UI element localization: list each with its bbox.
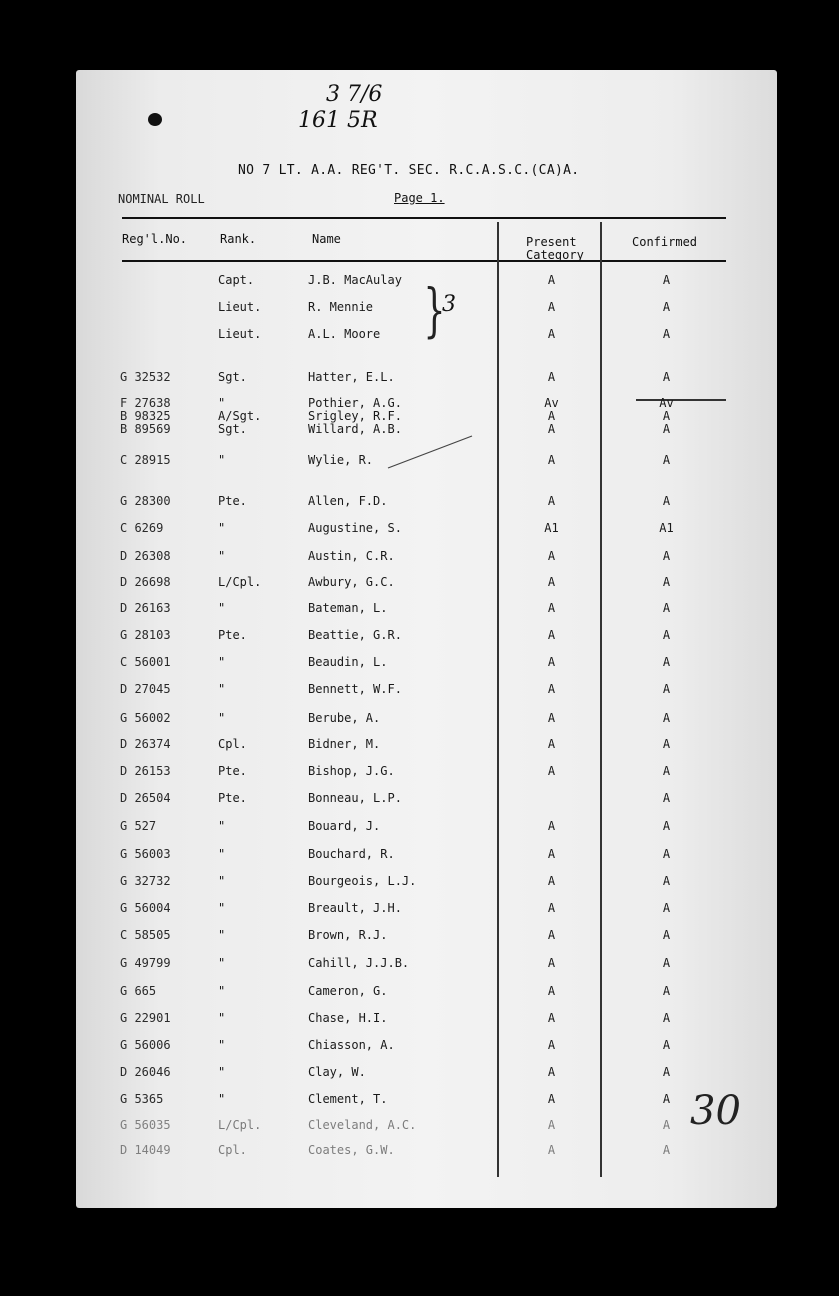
handwritten-file-number: 3 7/6	[326, 82, 383, 107]
table-row	[76, 327, 777, 341]
reg-no-cell: F 27638	[120, 396, 171, 410]
name-cell: Clay, W.	[308, 1065, 366, 1079]
column-header-rank: Rank.	[220, 232, 257, 246]
table-row	[76, 655, 777, 669]
column-header-present: Present	[526, 235, 577, 249]
confirmed-cell: A	[662, 327, 671, 341]
confirmed-cell: A	[662, 628, 671, 642]
table-row	[76, 847, 777, 861]
name-cell: Beattie, G.R.	[308, 628, 402, 642]
rank-cell: "	[218, 1092, 226, 1106]
confirmed-cell: A	[662, 1118, 671, 1132]
reg-no-cell: G 32732	[120, 874, 171, 888]
confirmed-cell: A	[662, 300, 671, 314]
present-category-cell: A	[547, 655, 556, 669]
present-category-cell: A	[547, 575, 556, 589]
name-cell: Coates, G.W.	[308, 1143, 395, 1157]
name-cell: Bateman, L.	[308, 601, 388, 615]
reg-no-cell: G 665	[120, 984, 157, 998]
rank-cell: "	[218, 655, 226, 669]
confirmed-cell: A	[662, 819, 671, 833]
reg-no-cell: G 56003	[120, 847, 171, 861]
confirmed-cell: A	[662, 549, 671, 563]
confirmed-cell: A	[662, 1092, 671, 1106]
table-row	[76, 409, 777, 423]
table-row	[76, 928, 777, 942]
table-row	[76, 984, 777, 998]
name-cell: Allen, F.D.	[308, 494, 388, 508]
table-row	[76, 956, 777, 970]
present-category-cell: A	[547, 628, 556, 642]
rank-cell: "	[218, 549, 226, 563]
rank-cell: "	[218, 396, 226, 410]
reg-no-cell: D 27045	[120, 682, 171, 696]
confirmed-cell: A	[662, 928, 671, 942]
present-category-cell: A	[547, 300, 556, 314]
reg-no-cell: D 26374	[120, 737, 171, 751]
name-cell: Cahill, J.J.B.	[308, 956, 410, 970]
present-category-cell: A	[547, 764, 556, 778]
name-cell: A.L. Moore	[308, 327, 381, 341]
name-cell: Willard, A.B.	[308, 422, 402, 436]
rank-cell: L/Cpl.	[218, 1118, 262, 1132]
column-header-name: Name	[312, 232, 341, 246]
column-header-reg-no: Reg'l.No.	[122, 232, 188, 246]
rank-cell: "	[218, 984, 226, 998]
column-header-confirmed: Confirmed	[632, 235, 698, 249]
confirmed-cell: A	[662, 273, 671, 287]
table-row	[76, 628, 777, 642]
present-category-cell: A	[547, 1038, 556, 1052]
rank-cell: "	[218, 874, 226, 888]
name-cell: Bennett, W.F.	[308, 682, 402, 696]
column-header-category: Category	[526, 248, 584, 262]
confirmed-cell: A	[662, 1038, 671, 1052]
confirmed-cell: A	[662, 791, 671, 805]
confirmed-cell: A	[662, 984, 671, 998]
reg-no-cell: G 527	[120, 819, 157, 833]
header-top-rule	[122, 217, 726, 219]
handwritten-file-number-2: 161 5R	[298, 108, 378, 133]
name-cell: Augustine, S.	[308, 521, 402, 535]
rank-cell: "	[218, 901, 226, 915]
table-row	[76, 1038, 777, 1052]
rank-cell: "	[218, 453, 226, 467]
confirmed-cell: A	[662, 1065, 671, 1079]
reg-no-cell: G 22901	[120, 1011, 171, 1025]
name-cell: Austin, C.R.	[308, 549, 395, 563]
name-cell: Hatter, E.L.	[308, 370, 395, 384]
officers-brace: }	[423, 276, 446, 344]
name-cell: Clement, T.	[308, 1092, 388, 1106]
reg-no-cell: D 26504	[120, 791, 171, 805]
table-row	[76, 819, 777, 833]
table-row	[76, 549, 777, 563]
table-row	[76, 300, 777, 314]
confirmed-cell: A1	[659, 521, 674, 535]
rank-cell: Lieut.	[218, 300, 262, 314]
name-cell: Bonneau, L.P.	[308, 791, 402, 805]
page-number-label: Page 1.	[394, 191, 445, 205]
name-cell: Berube, A.	[308, 711, 381, 725]
name-cell: Bidner, M.	[308, 737, 381, 751]
name-cell: Awbury, G.C.	[308, 575, 395, 589]
table-row	[76, 1143, 777, 1157]
rank-cell: Sgt.	[218, 422, 247, 436]
table-row	[76, 273, 777, 287]
present-category-cell: A	[547, 601, 556, 615]
rank-cell: "	[218, 601, 226, 615]
present-category-cell: A	[547, 327, 556, 341]
reg-no-cell: C 6269	[120, 521, 164, 535]
present-category-cell: A	[547, 901, 556, 915]
rank-cell: Pte.	[218, 628, 247, 642]
present-category-cell: A1	[544, 521, 559, 535]
table-row	[76, 575, 777, 589]
confirmed-cell: A	[662, 682, 671, 696]
present-category-cell: A	[547, 409, 556, 423]
rank-cell: Lieut.	[218, 327, 262, 341]
table-row	[76, 682, 777, 696]
handwritten-stroke	[386, 432, 476, 472]
confirmed-cell: A	[662, 1011, 671, 1025]
name-cell: Bourgeois, L.J.	[308, 874, 417, 888]
name-cell: Cameron, G.	[308, 984, 388, 998]
present-category-cell: A	[547, 273, 556, 287]
table-row	[76, 1118, 777, 1132]
present-category-cell: A	[547, 928, 556, 942]
reg-no-cell: C 56001	[120, 655, 171, 669]
confirmed-cell: A	[662, 956, 671, 970]
present-category-cell: A	[547, 1065, 556, 1079]
punch-hole-icon	[148, 113, 162, 126]
reg-no-cell: G 56004	[120, 901, 171, 915]
table-row	[76, 791, 777, 805]
document-title: NO 7 LT. A.A. REG'T. SEC. R.C.A.S.C.(CA)A.	[238, 163, 580, 178]
present-category-cell: A	[547, 370, 556, 384]
rank-cell: Pte.	[218, 791, 247, 805]
table-row	[76, 711, 777, 725]
reg-no-cell: D 14049	[120, 1143, 171, 1157]
present-category-cell: A	[547, 874, 556, 888]
reg-no-cell: G 49799	[120, 956, 171, 970]
confirmed-cell: A	[662, 494, 671, 508]
name-cell: Cleveland, A.C.	[308, 1118, 417, 1132]
confirmed-cell: A	[662, 711, 671, 725]
present-category-cell: A	[547, 1011, 556, 1025]
rank-cell: A/Sgt.	[218, 409, 262, 423]
confirmed-cell: A	[662, 601, 671, 615]
confirmed-cell: A	[662, 453, 671, 467]
confirmed-cell: A	[662, 575, 671, 589]
rank-cell: Pte.	[218, 494, 247, 508]
reg-no-cell: G 28103	[120, 628, 171, 642]
present-category-cell: A	[547, 453, 556, 467]
reg-no-cell: C 58505	[120, 928, 171, 942]
reg-no-cell: B 89569	[120, 422, 171, 436]
name-cell: J.B. MacAulay	[308, 273, 402, 287]
present-category-cell: A	[547, 494, 556, 508]
column-divider-left	[497, 222, 499, 1177]
confirmed-cell: A	[662, 1143, 671, 1157]
table-row	[76, 874, 777, 888]
present-category-cell: A	[547, 1143, 556, 1157]
confirmed-cell: A	[662, 737, 671, 751]
reg-no-cell: D 26698	[120, 575, 171, 589]
present-category-cell: A	[547, 984, 556, 998]
confirmed-cell: A	[662, 409, 671, 423]
reg-no-cell: D 26163	[120, 601, 171, 615]
reg-no-cell: G 28300	[120, 494, 171, 508]
rank-cell: L/Cpl.	[218, 575, 262, 589]
name-cell: Bishop, J.G.	[308, 764, 395, 778]
table-row	[76, 370, 777, 384]
name-cell: R. Mennie	[308, 300, 374, 314]
present-category-cell: A	[547, 682, 556, 696]
reg-no-cell: G 5365	[120, 1092, 164, 1106]
present-category-cell: Av	[544, 396, 559, 410]
confirmed-cell: A	[662, 874, 671, 888]
handwritten-officer-count: 3	[442, 292, 456, 317]
rank-cell: "	[218, 521, 226, 535]
rank-cell: "	[218, 847, 226, 861]
rank-cell: Sgt.	[218, 370, 247, 384]
present-category-cell: A	[547, 549, 556, 563]
rank-cell: "	[218, 956, 226, 970]
header-bottom-rule	[122, 260, 726, 262]
table-row	[76, 521, 777, 535]
rank-cell: Pte.	[218, 764, 247, 778]
name-cell: Wylie, R.	[308, 453, 374, 467]
name-cell: Chiasson, A.	[308, 1038, 395, 1052]
name-cell: Bouard, J.	[308, 819, 381, 833]
table-row	[76, 601, 777, 615]
name-cell: Brown, R.J.	[308, 928, 388, 942]
name-cell: Chase, H.I.	[308, 1011, 388, 1025]
table-row	[76, 764, 777, 778]
confirmed-cell: A	[662, 847, 671, 861]
rank-cell: "	[218, 682, 226, 696]
name-cell: Srigley, R.F.	[308, 409, 402, 423]
name-cell: Breault, J.H.	[308, 901, 402, 915]
rank-cell: "	[218, 1038, 226, 1052]
name-cell: Bouchard, R.	[308, 847, 395, 861]
reg-no-cell: G 56006	[120, 1038, 171, 1052]
confirmed-cell: A	[662, 422, 671, 436]
reg-no-cell: G 32532	[120, 370, 171, 384]
reg-no-cell: D 26308	[120, 549, 171, 563]
table-row	[76, 1065, 777, 1079]
present-category-cell: A	[547, 1092, 556, 1106]
reg-no-cell: G 56002	[120, 711, 171, 725]
confirmed-cell: A	[662, 370, 671, 384]
confirmed-cell: A	[662, 901, 671, 915]
rank-cell: Capt.	[218, 273, 255, 287]
present-category-cell: A	[547, 847, 556, 861]
reg-no-cell: G 56035	[120, 1118, 171, 1132]
rank-cell: Cpl.	[218, 1143, 247, 1157]
handwritten-total: 30	[690, 1088, 741, 1134]
table-row	[76, 901, 777, 915]
nominal-roll-label: NOMINAL ROLL	[118, 192, 205, 206]
rank-cell: "	[218, 1065, 226, 1079]
column-divider-right	[600, 222, 602, 1177]
document-page	[76, 70, 777, 1208]
table-row	[76, 494, 777, 508]
present-category-cell: A	[547, 1118, 556, 1132]
confirmed-cell: A	[662, 764, 671, 778]
rank-cell: Cpl.	[218, 737, 247, 751]
present-category-cell: A	[547, 737, 556, 751]
present-category-cell: A	[547, 711, 556, 725]
table-row	[76, 737, 777, 751]
rank-cell: "	[218, 711, 226, 725]
name-cell: Beaudin, L.	[308, 655, 388, 669]
table-row	[76, 1011, 777, 1025]
table-row	[76, 1092, 777, 1106]
reg-no-cell: C 28915	[120, 453, 171, 467]
table-row	[76, 396, 777, 410]
present-category-cell: A	[547, 422, 556, 436]
confirmed-cell: Av	[659, 396, 674, 410]
present-category-cell: A	[547, 819, 556, 833]
reg-no-cell: D 26046	[120, 1065, 171, 1079]
reg-no-cell: B 98325	[120, 409, 171, 423]
confirmed-cell: A	[662, 655, 671, 669]
reg-no-cell: D 26153	[120, 764, 171, 778]
rank-cell: "	[218, 1011, 226, 1025]
present-category-cell: A	[547, 956, 556, 970]
name-cell: Pothier, A.G.	[308, 396, 402, 410]
rank-cell: "	[218, 928, 226, 942]
rank-cell: "	[218, 819, 226, 833]
